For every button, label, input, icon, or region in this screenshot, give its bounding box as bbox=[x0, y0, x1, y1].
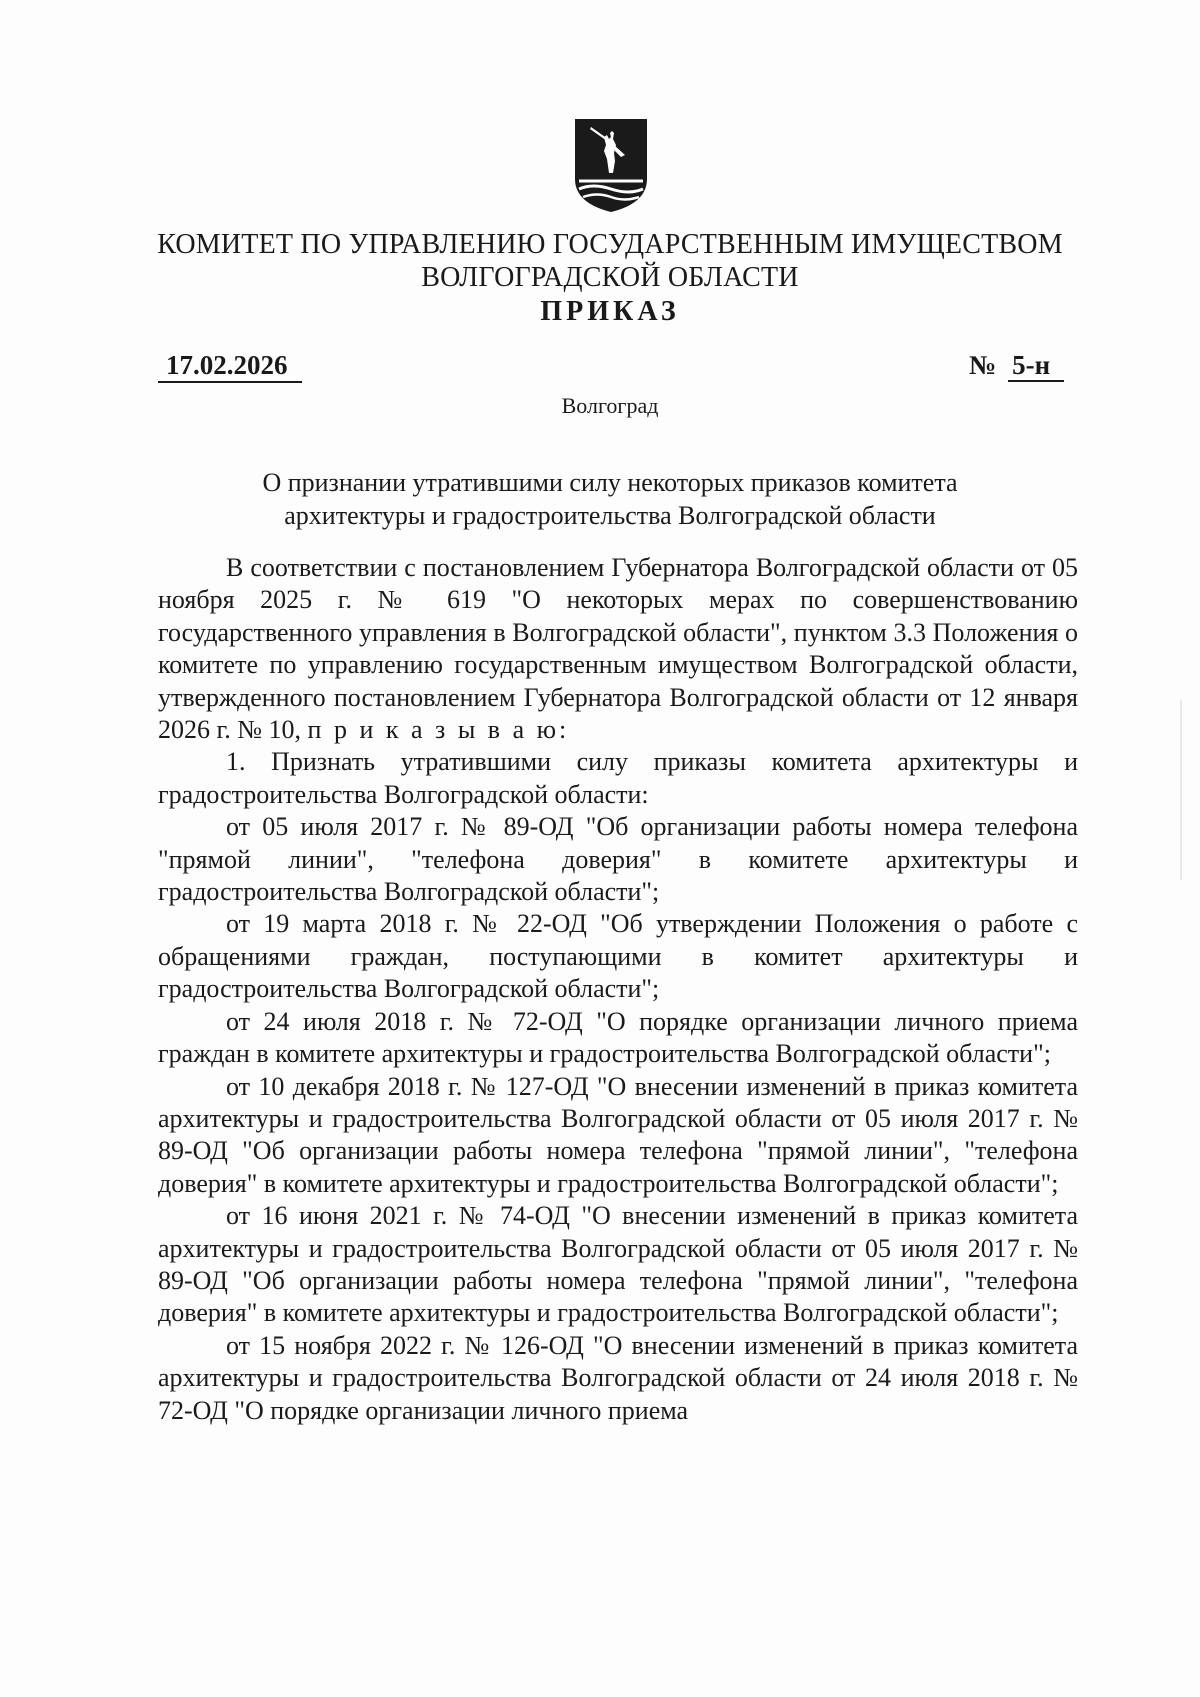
repealed-order-5: от 16 июня 2021 г. № 74-ОД "О внесении изменений в приказ комитета архитектуры и градостроительства Волгоградской области от 05 июля 2017 г. № 89-ОД "Об организации работы номера телефона "прямой линии", "телефона доверия" в комитете архитектуры и градостроительства Волгоградской области"; bbox=[158, 1201, 1078, 1328]
repealed-order-3: от 24 июля 2018 г. № 72-ОД "О порядке организации личного приема граждан в комитете архитектуры и градостроительства Волгоградской области"; bbox=[158, 1006, 1078, 1069]
repealed-order-1: от 05 июля 2017 г. № 89-ОД "Об организации работы номера телефона "прямой линии", "телефона доверия" в комитете архитектуры и градостроительства Волгоградской области"; bbox=[158, 812, 1078, 907]
order-date: 17.02.2026 bbox=[158, 349, 302, 383]
order-number bbox=[969, 349, 1064, 381]
preamble-paragraph bbox=[158, 552, 1078, 746]
preamble-text: В соответствии с постановлением Губернатора Волгоградской области от 05 ноября 2025 г. № 619 "О некоторых мерах по совершенствованию государственного управления в Волгоградской области", пунктом 3.3 Положения о комитете по управлению государственным имуществом Волгоградской области, утвержденного постановлением Губернатора Волгоградской области от 12 января 2026 г. № 10, bbox=[158, 553, 1078, 745]
coat-of-arms-icon bbox=[571, 115, 651, 215]
city-name: Волгоград bbox=[561, 393, 659, 418]
committee-name-line-1: КОМИТЕТ ПО УПРАВЛЕНИЮ ГОСУДАРСТВЕННЫМ ИМУЩЕСТВОМ bbox=[157, 229, 1063, 260]
repealed-order-2: от 19 марта 2018 г. № 22-ОД "Об утверждении Положения о работе с обращениями граждан, поступающими в комитет архитектуры и градостроительства Волгоградской области"; bbox=[158, 909, 1078, 1004]
document-type-title: ПРИКАЗ bbox=[540, 296, 680, 327]
preamble-action: п р и к а з ы в а ю: bbox=[307, 715, 570, 745]
committee-name-line-2: ВОЛГОГРАДСКОЙ ОБЛАСТИ bbox=[421, 262, 799, 293]
repealed-order-6: от 15 ноября 2022 г. № 126-ОД "О внесении изменений в приказ комитета архитектуры и градостроительства Волгоградской области от 24 июля 2018 г. № 72-ОД "О порядке организации личного приема bbox=[158, 1330, 1078, 1425]
number-sign: № bbox=[969, 350, 997, 380]
subject-line-2: архитектуры и градостроительства Волгоградской области bbox=[284, 501, 936, 530]
scan-edge-mark bbox=[1180, 700, 1182, 880]
order-body bbox=[158, 552, 1078, 1427]
item-1-paragraph: 1. Признать утратившими силу приказы комитета архитектуры и градостроительства Волгоградской области: bbox=[158, 747, 1078, 809]
number-value: 5-н bbox=[1008, 350, 1064, 382]
subject-line-1: О признании утратившими силу некоторых приказов комитета bbox=[262, 468, 958, 497]
order-subject bbox=[160, 466, 1060, 532]
repealed-order-4: от 10 декабря 2018 г. № 127-ОД "О внесении изменений в приказ комитета архитектуры и градостроительства Волгоградской области от 05 июля 2017 г. № 89-ОД "Об организации работы номера телефона "прямой линии", "телефона доверия" в комитете архитектуры и градостроительства Волгоградской области"; bbox=[158, 1071, 1078, 1198]
